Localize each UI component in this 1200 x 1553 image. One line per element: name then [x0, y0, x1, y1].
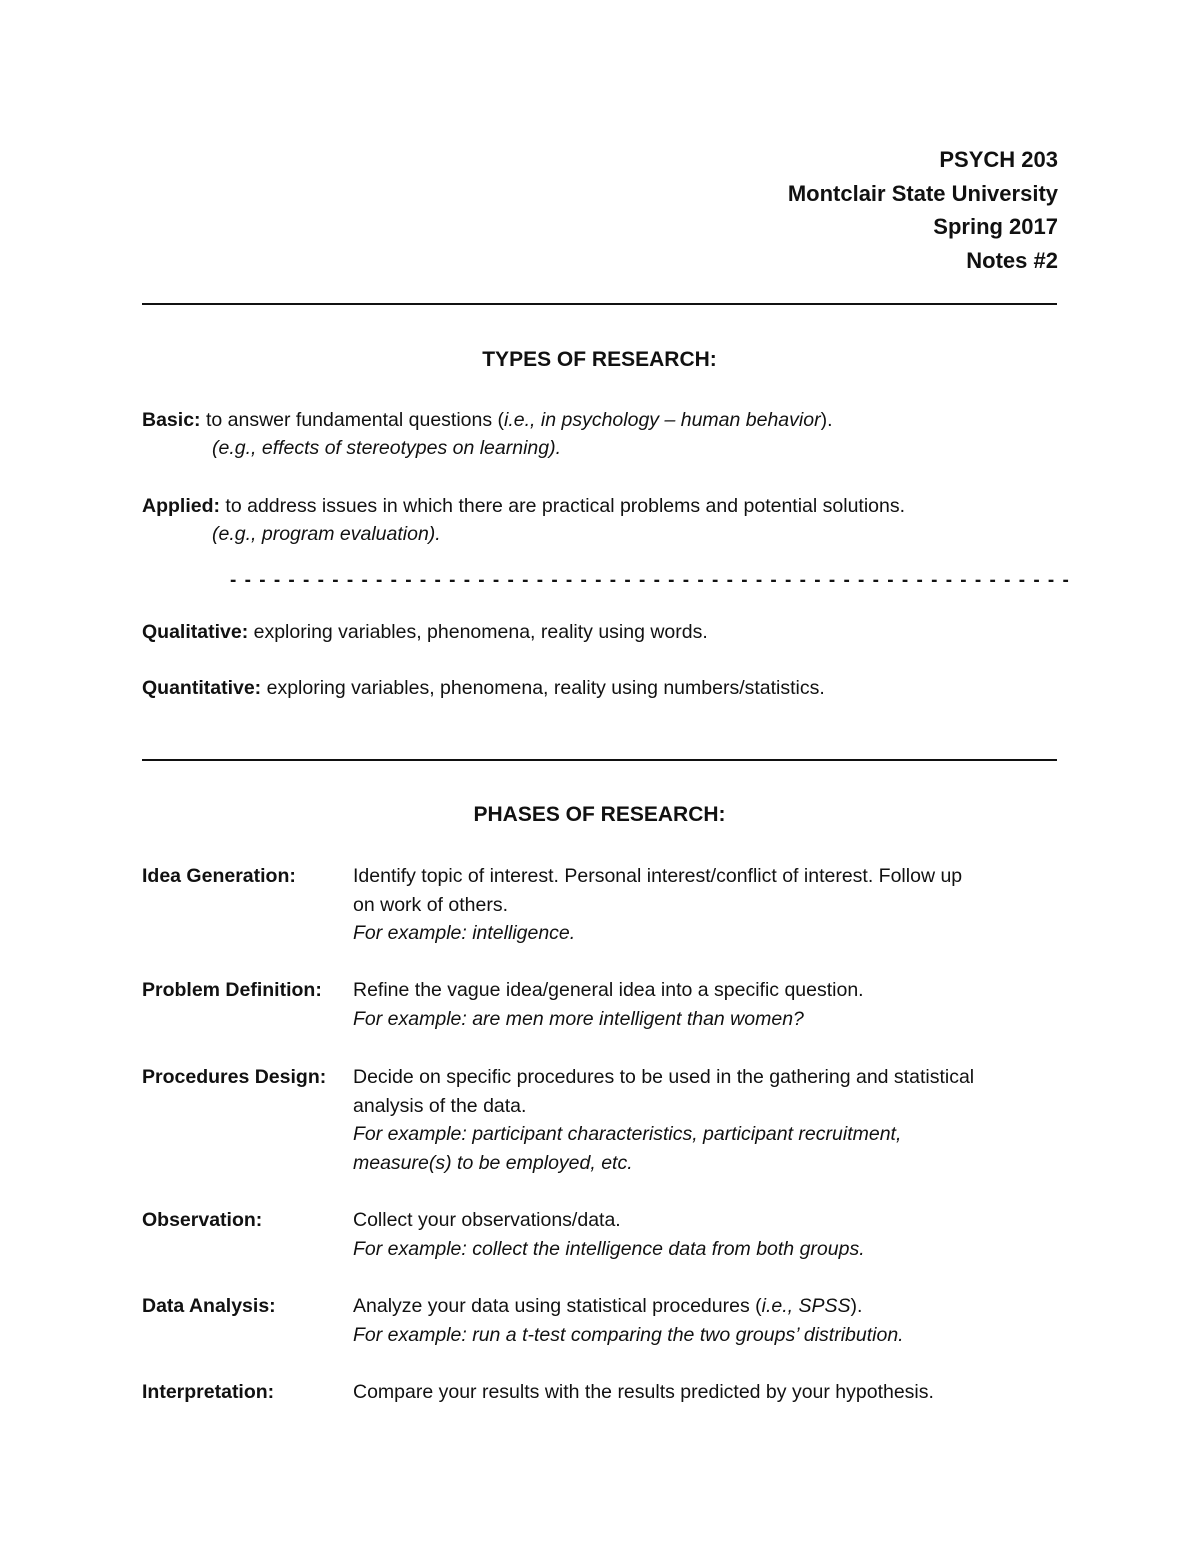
phase-example: For example: run a t-test comparing the two groups’ distribution.: [353, 1323, 904, 1346]
basic-text-end: ).: [820, 409, 833, 431]
horizontal-rule: [142, 759, 1057, 761]
phase-line: Refine the vague idea/general idea into a specific question.: [353, 979, 864, 1001]
phase-line-italic: i.e., SPSS: [761, 1295, 851, 1317]
phase-body: [353, 1063, 1057, 1177]
phase-label: Interpretation:: [142, 1381, 275, 1403]
phase-body: [353, 1206, 1057, 1263]
qualitative-definition: [142, 618, 708, 646]
dashed-separator: - - - - - - - - - - - - - - - - - - - - - - - - - - - - - - - - - - - - - - - - - - - - - - - - - - - - - - - - - -: [230, 570, 1071, 591]
phase-example: measure(s) to be employed, etc.: [353, 1151, 633, 1174]
phase-example: For example: are men more intelligent than women?: [353, 1007, 804, 1030]
phase-label: Data Analysis:: [142, 1295, 276, 1317]
document-header: [788, 143, 1058, 277]
university-name: Montclair State University: [787, 180, 1058, 206]
phase-body: [353, 862, 1057, 948]
phase-label: Procedures Design:: [142, 1066, 327, 1088]
phase-body: [353, 1378, 1057, 1407]
quantitative-text: exploring variables, phenomena, reality using numbers/statistics.: [261, 677, 825, 699]
phase-line: Compare your results with the results predicted by your hypothesis.: [353, 1381, 934, 1403]
phase-label: Idea Generation:: [142, 865, 296, 887]
basic-definition: [142, 406, 833, 434]
course-code: PSYCH 203: [939, 147, 1058, 172]
term: Spring 2017: [933, 214, 1058, 239]
phase-line-text: Analyze your data using statistical procedures (: [353, 1295, 762, 1317]
qualitative-text: exploring variables, phenomena, reality using words.: [248, 621, 708, 643]
phase-line: Identify topic of interest. Personal interest/conflict of interest. Follow up: [353, 865, 963, 887]
basic-text: to answer fundamental questions (: [200, 409, 505, 431]
basic-label: Basic:: [142, 409, 201, 431]
phase-line-end: ).: [850, 1295, 863, 1317]
phase-line: analysis of the data.: [353, 1094, 527, 1117]
quantitative-label: Quantitative:: [142, 677, 262, 699]
quantitative-definition: [142, 674, 825, 702]
horizontal-rule: [142, 303, 1057, 305]
phase-line: [353, 1292, 1057, 1321]
phase-label: Observation:: [142, 1209, 263, 1231]
phase-label: Problem Definition:: [142, 979, 322, 1001]
phase-example: For example: participant characteristics, participant recruitment,: [353, 1123, 902, 1145]
phase-example: For example: intelligence.: [353, 922, 576, 944]
applied-label: Applied:: [142, 495, 220, 517]
types-title: TYPES OF RESEARCH:: [482, 348, 717, 371]
applied-example: (e.g., program evaluation).: [212, 523, 441, 545]
applied-definition: [142, 492, 905, 520]
phase-body: [353, 976, 1057, 1033]
phase-line: Decide on specific procedures to be used in the gathering and statistical: [353, 1066, 975, 1088]
phase-example: For example: collect the intelligence data from both groups.: [353, 1237, 865, 1260]
qualitative-label: Qualitative:: [142, 621, 249, 643]
notes-number: Notes #2: [966, 247, 1058, 273]
phases-title: PHASES OF RESEARCH:: [473, 803, 726, 826]
basic-example: (e.g., effects of stereotypes on learning).: [212, 437, 562, 459]
phase-line: Collect your observations/data.: [353, 1209, 621, 1231]
applied-text: to address issues in which there are practical problems and potential solutions.: [220, 495, 906, 517]
phase-line: on work of others.: [353, 893, 508, 916]
phase-body: [353, 1292, 1057, 1349]
basic-italic: i.e., in psychology – human behavior: [504, 409, 821, 431]
